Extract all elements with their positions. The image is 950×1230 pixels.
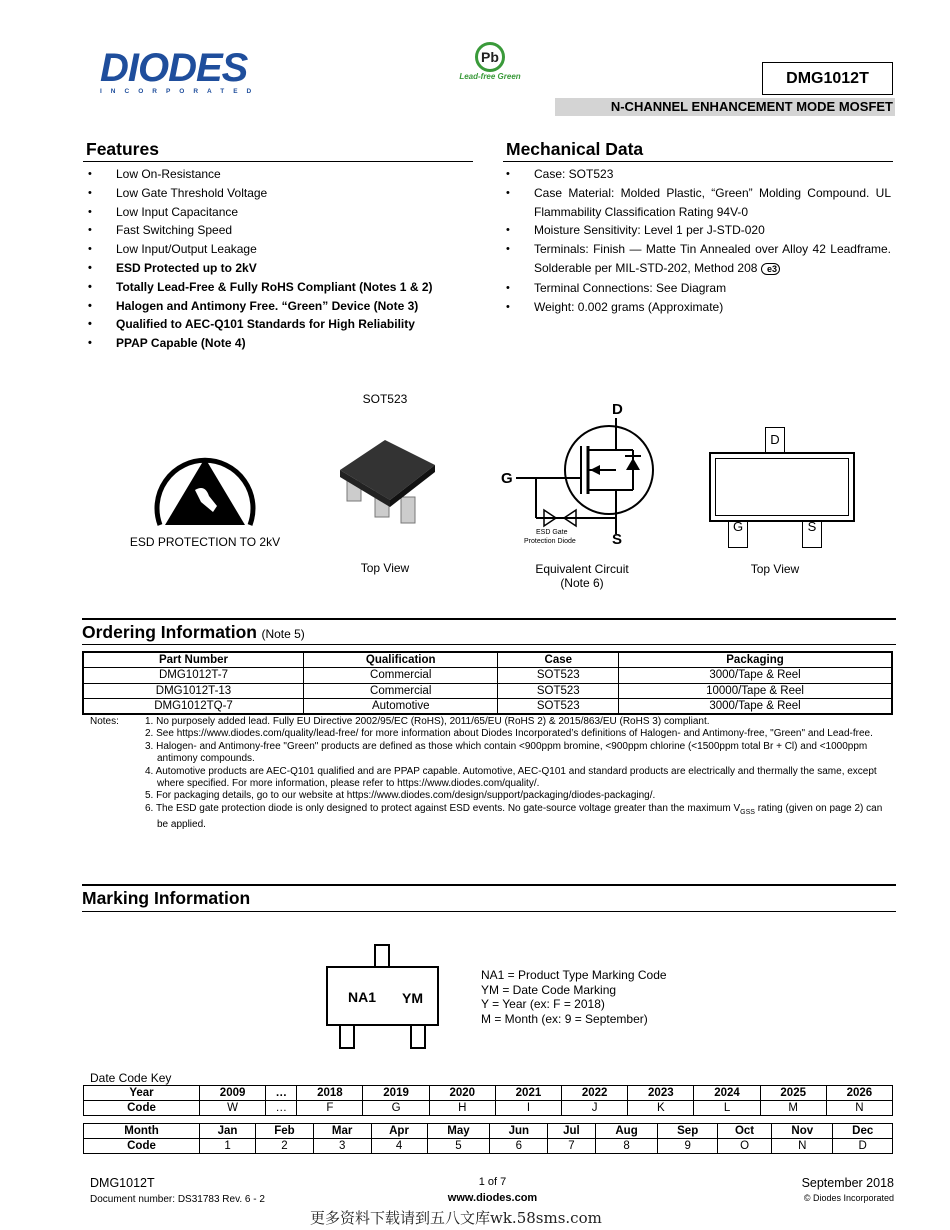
divider — [82, 884, 896, 886]
list-item: • Case: SOT523 — [504, 165, 891, 184]
table-cell: H — [429, 1101, 495, 1116]
ordering-table: Part Number Qualification Case Packaging DMG1012T-7 Commercial SOT523 3000/Tape & Reel DMG1012T-13 Commercial SOT523 10000/Tape & Reel DMG1012TQ-7 Automotive SOT523 3000/Tape & Reel — [82, 651, 893, 715]
table-cell: 2023 — [628, 1086, 694, 1101]
table-cell: Code — [84, 1101, 200, 1116]
list-item: • Halogen and Antimony Free. “Green” Device (Note 3) — [86, 297, 476, 316]
table-cell: Jul — [548, 1124, 595, 1139]
package-outline — [709, 452, 855, 522]
table-cell: Year — [84, 1086, 200, 1101]
pin-d: D — [765, 427, 785, 452]
table-cell: May — [427, 1124, 490, 1139]
list-item: • Low Gate Threshold Voltage — [86, 184, 476, 203]
gate-label: G — [501, 470, 513, 487]
table-cell: Jun — [490, 1124, 548, 1139]
divider — [82, 618, 896, 620]
sot523-package-image — [335, 435, 440, 525]
table-cell: J — [562, 1101, 628, 1116]
table-row: DMG1012TQ-7 Automotive SOT523 3000/Tape & Reel — [83, 699, 892, 715]
footer-docnum: Document number: DS31783 Rev. 6 - 2 — [90, 1194, 265, 1205]
footer-page: 1 of 7 — [478, 1176, 507, 1188]
features-title: Features — [86, 139, 159, 159]
drain-label: D — [612, 401, 623, 418]
table-row: DMG1012T-13 Commercial SOT523 10000/Tape & Reel — [83, 683, 892, 699]
list-item: • Terminals: Finish — Matte Tin Annealed over Alloy 42 Leadframe. Solderable per MIL-STD-202, Method 208 e3 — [504, 240, 891, 279]
divider — [82, 911, 896, 912]
pin-s: S — [802, 520, 822, 548]
table-cell: 1 — [200, 1139, 256, 1154]
marking-pin — [339, 1024, 355, 1049]
list-item: • Moisture Sensitivity: Level 1 per J-STD-020 — [504, 221, 891, 240]
package-label: SOT523 — [362, 392, 408, 406]
table-cell: 4 — [371, 1139, 427, 1154]
table-cell: D — [833, 1139, 893, 1154]
table-cell: 9 — [658, 1139, 717, 1154]
circuit-caption: Equivalent Circuit — [535, 562, 629, 576]
equivalent-circuit-diagram — [498, 398, 658, 548]
table-cell: … — [266, 1101, 297, 1116]
table-cell: 2020 — [429, 1086, 495, 1101]
table-cell: O — [717, 1139, 771, 1154]
table-cell: Apr — [371, 1124, 427, 1139]
table-cell: M — [760, 1101, 826, 1116]
marking-package: NA1 YM — [326, 966, 439, 1026]
year-code-table — [83, 1085, 893, 1116]
table-cell: W — [200, 1101, 266, 1116]
lead-free-logo: Pb Lead-free Green — [455, 42, 525, 81]
table-cell: 2019 — [363, 1086, 429, 1101]
table-cell: 2025 — [760, 1086, 826, 1101]
marking-legend: NA1 = Product Type Marking Code YM = Date Code Marking Y = Year (ex: F = 2018) M = Month (ex: 9 = September) — [481, 968, 667, 1026]
table-cell: L — [694, 1101, 760, 1116]
table-cell: Month — [84, 1124, 200, 1139]
table-cell: 6 — [490, 1139, 548, 1154]
footer-url: www.diodes.com — [447, 1192, 538, 1204]
note-6: 6. The ESD gate protection diode is only designed to protect against ESD events. No gate-source voltage greater than the maximum $V_{GSS}$ rating (given on page 2) can be applied. — [145, 802, 883, 831]
table-cell: 3 — [313, 1139, 371, 1154]
table-cell: K — [628, 1101, 694, 1116]
list-item: • Weight: 0.002 grams (Approximate) — [504, 298, 891, 317]
list-item: • Low On-Resistance — [86, 165, 476, 184]
list-item: • Terminal Connections: See Diagram — [504, 279, 891, 298]
table-cell: N — [772, 1139, 833, 1154]
table-cell: 2024 — [694, 1086, 760, 1101]
marking-pin — [410, 1024, 426, 1049]
table-cell: Code — [84, 1139, 200, 1154]
table-cell: Mar — [313, 1124, 371, 1139]
device-subtitle: N-CHANNEL ENHANCEMENT MODE MOSFET — [555, 98, 895, 116]
circuit-note: (Note 6) — [560, 576, 604, 590]
table-cell: N — [826, 1101, 892, 1116]
pin-g: G — [728, 520, 748, 548]
mechanical-list — [504, 165, 891, 316]
pinout-caption: Top View — [750, 562, 800, 576]
table-cell: 2022 — [562, 1086, 628, 1101]
marking-pin — [374, 944, 390, 967]
list-item: • Qualified to AEC-Q101 Standards for High Reliability — [86, 315, 476, 334]
list-item: • Low Input Capacitance — [86, 203, 476, 222]
footer-copyright: © Diodes Incorporated — [803, 1193, 894, 1203]
mechanical-title: Mechanical Data — [506, 139, 644, 159]
features-list — [86, 165, 476, 353]
list-item: • PPAP Capable (Note 4) — [86, 334, 476, 353]
source-label: S — [612, 531, 623, 548]
footer-date: September 2018 — [801, 1176, 894, 1190]
table-cell: 2009 — [200, 1086, 266, 1101]
table-row: DMG1012T-7 Commercial SOT523 3000/Tape & Reel — [83, 668, 892, 684]
table-row — [84, 1101, 893, 1116]
table-cell: … — [266, 1086, 297, 1101]
table-cell: 2021 — [495, 1086, 561, 1101]
table-cell: G — [363, 1101, 429, 1116]
esd-warning-icon — [150, 440, 260, 532]
divider — [83, 161, 473, 162]
divider — [503, 161, 893, 162]
table-cell: Nov — [772, 1124, 833, 1139]
marking-title: Marking Information — [82, 888, 251, 908]
list-item: • Totally Lead-Free & Fully RoHS Compliant (Notes 1 & 2) — [86, 278, 476, 297]
table-cell: 2018 — [297, 1086, 363, 1101]
month-code-table — [83, 1123, 893, 1154]
ordering-title: Ordering Information (Note 5) — [82, 622, 305, 642]
divider — [82, 644, 896, 645]
package-caption: Top View — [360, 561, 410, 575]
date-code-key-label: Date Code Key — [90, 1071, 172, 1085]
table-cell: Oct — [717, 1124, 771, 1139]
watermark: 更多资料下载请到五八文库wk.58sms.com — [310, 1209, 602, 1227]
table-cell: 7 — [548, 1139, 595, 1154]
esd-caption: ESD PROTECTION TO 2kV — [129, 535, 281, 549]
diode-label: Protection Diode — [524, 538, 576, 545]
table-row — [84, 1124, 893, 1139]
table-cell: Feb — [256, 1124, 314, 1139]
table-cell: Aug — [595, 1124, 658, 1139]
table-cell: I — [495, 1101, 561, 1116]
table-row — [84, 1086, 893, 1101]
list-item: • Low Input/Output Leakage — [86, 240, 476, 259]
notes: Notes: 1. No purposely added lead. Fully EU Directive 2002/95/EC (RoHS), 2011/65/EU (RoHS 2) & 2015/863/EU (RoHS 3) compliant. 2. See https://www.diodes.com/quality/lead-free/ for more information about Diodes Incorporated’s definitions of Halogen- and Antimony-free, "Green" and Lead-free. 3. Halogen- and Antimony-free "Green" products are defined as those which contain <900ppm bromine, <900ppm chlorine (<1500ppm total Br + Cl) and <1000ppm antimony compounds. 4. Automotive products are AEC-Q101 qualified and are PPAP capable. Automotive, AEC-Q101 and standard products are electrically and thermally the same, except where specified. For more information, please refer to https://www.diodes.com/quality/. 5. For packaging details, go to our website at https://www.diodes.com/design/support/packaging/diodes-packaging/. 6. The ESD gate protection diode is only designed to protect against ESD events. No gate-source voltage greater than the maximum $V_{GSS}$ rating (given on page 2) can be applied. — [90, 716, 895, 832]
diode-label: ESD Gate — [536, 529, 568, 536]
table-cell: 5 — [427, 1139, 490, 1154]
table-cell: Sep — [658, 1124, 717, 1139]
list-item: • Case Material: Molded Plastic, “Green” Molding Compound. UL Flammability Classification Rating 94V-0 — [504, 184, 891, 222]
list-item: • Fast Switching Speed — [86, 221, 476, 240]
table-cell: Jan — [200, 1124, 256, 1139]
footer-part: DMG1012T — [90, 1176, 155, 1190]
table-cell: 2 — [256, 1139, 314, 1154]
table-cell: F — [297, 1101, 363, 1116]
table-cell: 8 — [595, 1139, 658, 1154]
table-row — [84, 1139, 893, 1154]
part-number-box: DMG1012T — [762, 62, 893, 95]
diodes-logo: DIODES INCORPORATED — [100, 46, 261, 95]
e3-badge: e3 — [761, 263, 780, 275]
table-cell: Dec — [833, 1124, 893, 1139]
list-item: • ESD Protected up to 2kV — [86, 259, 476, 278]
table-cell: 2026 — [826, 1086, 892, 1101]
